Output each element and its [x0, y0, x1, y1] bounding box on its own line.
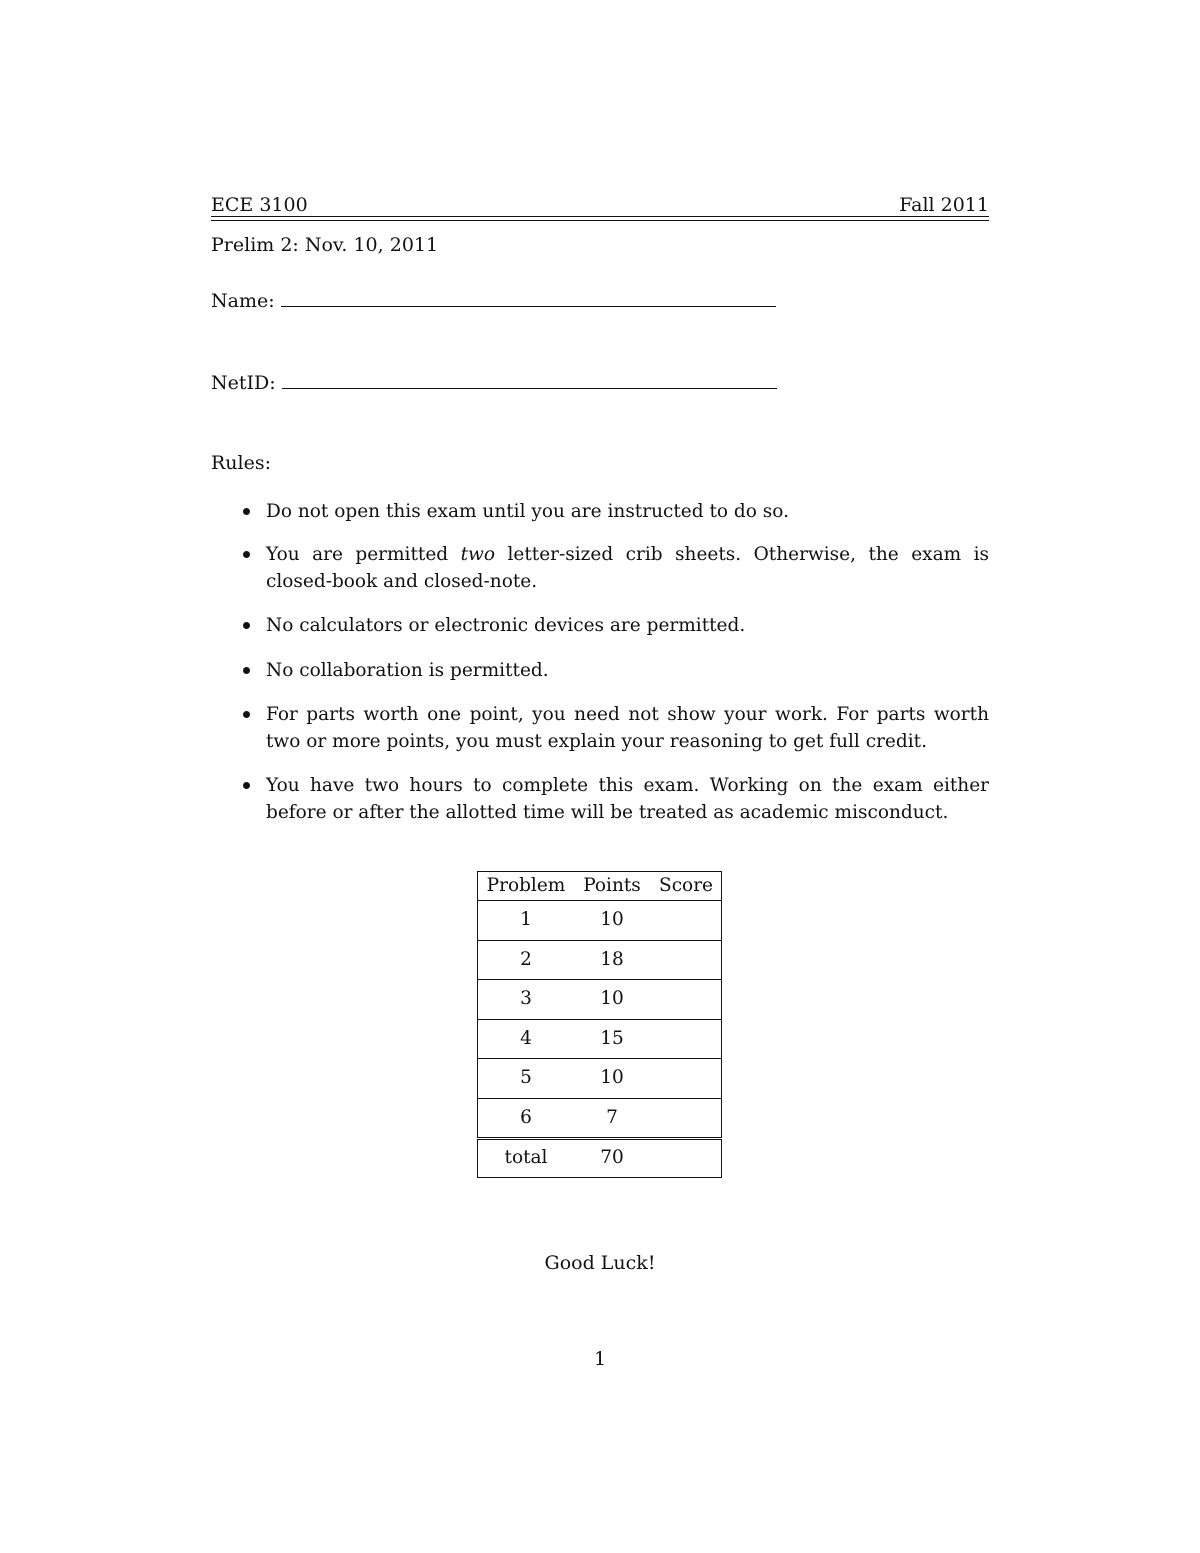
table-row — [477, 1020, 722, 1060]
rule-text: You are permitted two letter-sized crib sheets. Otherwise, the exam is closed-book and closed-note. — [266, 544, 990, 592]
rule-item-1 — [243, 498, 989, 525]
bullet-icon — [243, 667, 250, 674]
header-points: Points — [583, 874, 641, 896]
page-header — [211, 193, 989, 223]
name-blank-line[interactable] — [281, 288, 776, 307]
problem-points: 7 — [606, 1106, 618, 1128]
problem-number: 5 — [520, 1067, 532, 1088]
problem-number: 1 — [520, 909, 532, 930]
table-row — [477, 1059, 722, 1099]
problem-number: 6 — [520, 1106, 532, 1128]
table-row — [477, 941, 722, 981]
header-rule-top — [211, 216, 989, 217]
rules-heading: Rules: — [211, 452, 272, 474]
total-row — [477, 1139, 722, 1178]
problem-number: 3 — [520, 988, 532, 1009]
netid-blank-line[interactable] — [282, 370, 777, 389]
rule-text: No collaboration is permitted. — [266, 660, 549, 681]
bullet-icon — [243, 711, 250, 718]
problem-points: 10 — [600, 909, 624, 930]
rule-text: For parts worth one point, you need not show your work. For parts worth two or more points, you must explain your reasoning to get full credit. — [266, 704, 989, 752]
problem-score[interactable] — [650, 1059, 722, 1098]
bullet-icon — [243, 508, 250, 515]
table-row — [477, 1099, 722, 1139]
netid-label: NetID: — [211, 372, 276, 394]
header-score: Score — [659, 874, 713, 896]
rule-item-2 — [243, 541, 989, 595]
name-field — [211, 288, 776, 313]
problem-score[interactable] — [650, 941, 722, 980]
problem-score[interactable] — [650, 1020, 722, 1059]
problem-points: 10 — [600, 1067, 624, 1088]
header-rule-bottom — [211, 220, 989, 221]
page-number: 1 — [593, 1348, 607, 1370]
total-score[interactable] — [650, 1140, 722, 1177]
course-code: ECE 3100 — [211, 194, 308, 216]
problem-score[interactable] — [650, 980, 722, 1019]
bullet-icon — [243, 782, 250, 789]
problem-number: 4 — [520, 1027, 532, 1049]
problem-number: 2 — [520, 948, 532, 970]
rule-text: You have two hours to complete this exam. Working on the exam either before or after the allotted time will be treated as academic misconduct. — [266, 775, 989, 823]
name-label: Name: — [211, 290, 275, 312]
rule-item-5 — [243, 701, 989, 755]
total-points: 70 — [600, 1147, 624, 1169]
exam-title: Prelim 2: Nov. 10, 2011 — [211, 234, 439, 256]
rule-item-4 — [243, 657, 989, 684]
netid-field — [211, 370, 777, 395]
bullet-icon — [243, 551, 250, 558]
table-row — [477, 980, 722, 1020]
good-luck-message: Good Luck! — [544, 1252, 656, 1274]
rule-item-6 — [243, 772, 989, 826]
table-header-row — [477, 871, 722, 901]
bullet-icon — [243, 622, 250, 629]
problem-points: 10 — [600, 988, 624, 1009]
header-problem: Problem — [486, 874, 566, 896]
rule-text: Do not open this exam until you are instructed to do so. — [266, 501, 789, 522]
problem-score[interactable] — [650, 1099, 722, 1138]
problem-score[interactable] — [650, 901, 722, 940]
problem-points: 18 — [600, 948, 624, 970]
total-label: total — [504, 1147, 548, 1169]
problem-points: 15 — [600, 1027, 624, 1049]
term-label: Fall 2011 — [899, 194, 989, 216]
table-row — [477, 901, 722, 941]
rule-text: No calculators or electronic devices are permitted. — [266, 615, 746, 636]
rule-item-3 — [243, 612, 989, 639]
